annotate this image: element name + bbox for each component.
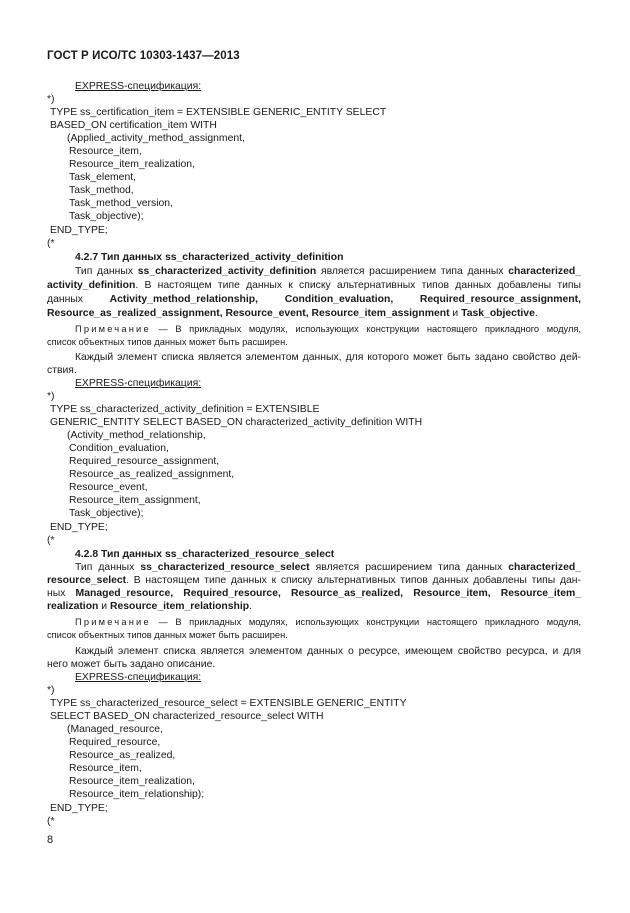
paragraph-line: него может быть задано описание. bbox=[47, 659, 216, 670]
code-item: Task_objective); bbox=[69, 508, 144, 519]
code-line: TYPE ss_certification_item = EXTENSIBLE GENERIC_ENTITY SELECT bbox=[50, 107, 387, 118]
paragraph: Тип данных ss_characterized_resource_select является расширением типа данных characterized_ bbox=[75, 562, 581, 573]
end-type: END_TYPE; bbox=[50, 522, 108, 533]
code-line: GENERIC_ENTITY SELECT BASED_ON characterized_activity_definition WITH bbox=[50, 417, 423, 428]
note: Примечание — В прикладных модулях, использующих конструкции настоящего прикладного модуля, bbox=[75, 324, 581, 334]
comment-open: (* bbox=[47, 238, 55, 249]
end-type: END_TYPE; bbox=[50, 803, 108, 814]
note-line: список объектных типов данных может быть расширен. bbox=[47, 337, 288, 347]
paragraph-line: ных Managed_resource, Required_resource, Resource_as_realized, Resource_item, Resource_item_ bbox=[47, 588, 581, 599]
end-type: END_TYPE; bbox=[50, 225, 108, 236]
code-item: Resource_event, bbox=[69, 482, 148, 493]
code-item: Task_element, bbox=[69, 172, 136, 183]
code-item: Task_method_version, bbox=[69, 198, 173, 209]
paragraph-line: Resource_as_realized_assignment, Resource_event, Resource_item_assignment и Task_objective. bbox=[47, 308, 538, 319]
comment-close: *) bbox=[47, 685, 55, 696]
code-item: Required_resource_assignment, bbox=[69, 456, 220, 467]
code-item: Task_method, bbox=[69, 185, 134, 196]
code-item: Task_objective); bbox=[69, 211, 144, 222]
paragraph-line: ствия. bbox=[47, 365, 77, 376]
paragraph-line: activity_definition. В настоящем типе данных к списку альтернативных типов данных добавлены типы bbox=[47, 280, 581, 291]
section-heading: 4.2.8 Тип данных ss_characterized_resource_select bbox=[75, 549, 335, 560]
code-line: TYPE ss_characterized_resource_select = EXTENSIBLE GENERIC_ENTITY bbox=[50, 698, 407, 709]
code-item: Resource_item_relationship); bbox=[69, 789, 205, 800]
comment-open: (* bbox=[47, 535, 55, 546]
code-item: (Applied_activity_method_assignment, bbox=[67, 133, 245, 144]
section-heading: 4.2.7 Тип данных ss_characterized_activity_definition bbox=[75, 252, 344, 263]
express-label: EXPRESS-спецификация: bbox=[75, 81, 202, 92]
code-item: Condition_evaluation, bbox=[69, 443, 169, 454]
code-line: TYPE ss_characterized_activity_definition = EXTENSIBLE bbox=[50, 404, 320, 415]
paragraph-line: realization и Resource_item_relationship. bbox=[47, 601, 253, 612]
comment-open: (* bbox=[47, 816, 55, 827]
code-item: Resource_item_assignment, bbox=[69, 495, 201, 506]
paragraph-line: resource_select. В настоящем типе данных к списку альтернативных типов данных добавлены типы дан- bbox=[47, 575, 581, 586]
code-item: (Managed_resource, bbox=[67, 724, 163, 735]
paragraph-line: Каждый элемент списка является элементом данных, для которого может быть задано свойство дей- bbox=[75, 352, 581, 363]
code-line: SELECT BASED_ON characterized_resource_select WITH bbox=[50, 711, 324, 722]
comment-close: *) bbox=[47, 391, 55, 402]
paragraph-line: Каждый элемент списка является элементом данных о ресурсе, имеющем свойство ресурса, и для bbox=[75, 646, 581, 657]
note-line: список объектных типов данных может быть расширен. bbox=[47, 630, 288, 640]
code-line: BASED_ON certification_item WITH bbox=[50, 120, 217, 131]
express-label: EXPRESS-спецификация: bbox=[75, 672, 202, 683]
code-item: Resource_item_realization, bbox=[69, 776, 195, 787]
note: Примечание — В прикладных модулях, использующих конструкции настоящего прикладного модуля, bbox=[75, 617, 581, 627]
code-item: Resource_item, bbox=[69, 763, 142, 774]
document-header: ГОСТ Р ИСО/ТС 10303-1437—2013 bbox=[47, 50, 240, 62]
paragraph-line: данных Activity_method_relationship, Condition_evaluation, Required_resource_assignment, bbox=[47, 294, 581, 305]
code-item: Resource_item_realization, bbox=[69, 159, 195, 170]
code-item: (Activity_method_relationship, bbox=[67, 430, 206, 441]
code-item: Resource_item, bbox=[69, 146, 142, 157]
code-item: Required_resource, bbox=[69, 737, 161, 748]
page-number: 8 bbox=[47, 834, 54, 846]
paragraph: Тип данных ss_characterized_activity_definition является расширением типа данных characterized_ bbox=[75, 266, 582, 277]
express-label: EXPRESS-спецификация: bbox=[75, 378, 202, 389]
comment-close: *) bbox=[47, 94, 55, 105]
code-item: Resource_as_realized, bbox=[69, 750, 176, 761]
code-item: Resource_as_realized_assignment, bbox=[69, 469, 235, 480]
